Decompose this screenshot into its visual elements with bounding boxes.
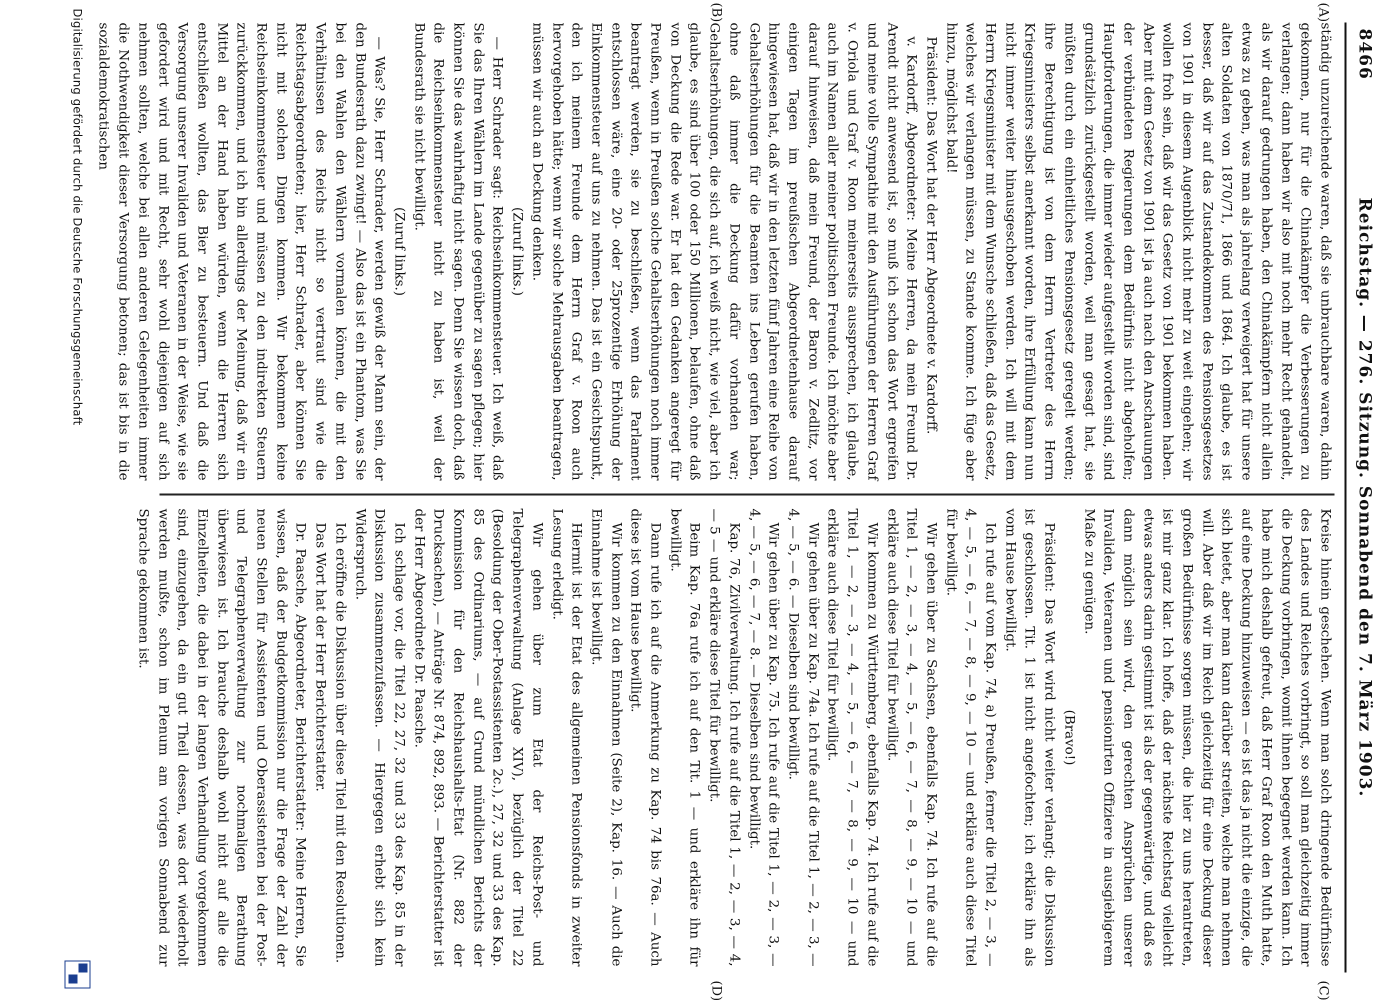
left-column <box>160 23 1335 481</box>
paragraph: Kap. 76, Zivilverwaltung. Ich rufe auf die Titel 1, — 2, — 3, — 4, — 5 — und erkläre diese Titel für bewilligt. <box>704 509 743 967</box>
paragraph: Präsident: Das Wort wird nicht weiter verlangt; die Diskussion ist geschlossen. Tit. 1 ist nicht angefochten; ich erkläre ihn als vom Hause bewilligt. <box>1000 509 1059 967</box>
header-rule <box>1345 23 1347 973</box>
margin-mark-b: (B) <box>709 3 724 23</box>
document-page <box>149 23 1379 973</box>
interjection: (Zuruf links.) <box>507 23 527 481</box>
page-header <box>1349 23 1379 973</box>
interjection: (Bravo!) <box>1059 509 1079 967</box>
paragraph: Wir kommen zu den Einnahmen (Seite 2), Kap. 16. — Auch die Einnahme ist bewilligt. <box>586 509 625 967</box>
paragraph: Wir gehen über zum Etat der Reichs-Post- und Telegraphenverwaltung (Anlage XIV), bezüglich der Titel 22 (Besoldung der Ober-Postassistenten 2c.), 27, 32 und 33 des Kap. 85 des Ordinariums, — auf Grund mündlichen Berichts der Kommission für den Reichshaushalts-Etat (Nr. 882 der Drucksachen), — Anträge Nr. 874, 892, 893. — Berichterstatter ist der Herr Abgeordnete Dr. Paasche. <box>408 509 546 967</box>
paragraph: Hiermit ist der Etat des allgemeinen Pensionsfonds in zweiter Lesung erledigt. <box>546 509 585 967</box>
column-divider <box>160 494 1335 496</box>
paragraph: Wir gehen über zu Sachsen, ebenfalls Kap. 74. Ich rufe auf die Titel 1, — 2, — 3, — 4, — 5, — 6, — 7, — 8, — 9, — 10 — und erkläre auch diese Titel für bewilligt. <box>881 509 940 967</box>
paragraph: Wir kommen zu Württemberg, ebenfalls Kap. 74. Ich rufe auf die Titel 1, — 2, — 3, — 4, — 5, — 6, — 7, — 8, — 9, — 10 — und erkläre auch diese Titel für bewilligt. <box>822 509 881 967</box>
right-column <box>160 509 1335 967</box>
rotated-page <box>0 1 1397 1001</box>
margin-mark-c: (C) <box>1316 981 1331 1001</box>
page-number: 8466 <box>1355 29 1375 80</box>
margin-mark-a: (A) <box>1316 3 1331 23</box>
digitization-footer <box>57 1 97 1001</box>
paragraph: Wir gehen über zu Kap. 74a. Ich rufe auf die Titel 1, — 2, — 3, — 4, — 5, — 6. — Dieselben sind bewilligt. <box>783 509 822 967</box>
paragraph: Ich eröffne die Diskussion über diese Titel mit den Resolutionen. <box>330 509 350 967</box>
margin-mark-d: (D) <box>709 981 724 1001</box>
paragraph: Ich schlage vor, die Titel 22, 27, 32 und 33 des Kap. 85 in der Diskussion zusammenzufassen. — Hiergegen erhebt sich kein Widerspruch. <box>349 509 408 967</box>
paragraph: Das Wort hat der Herr Berichterstatter. <box>310 509 330 967</box>
dfg-logo-icon <box>65 961 91 989</box>
page-title: Reichstag. — 276. Sitzung. Sonnabend den 7. März 1903. <box>1355 23 1375 973</box>
paragraph: Dr. Paasche, Abgeordneter, Berichterstatter: Meine Herren, Sie wissen, daß der Budgetkommission nur die Frage der Zahl der neuen Stellen für Assistenten und Oberassistenten bei der Post- und Telegraphenverwaltung zur nochmaligen Berathung überwiesen ist. Ich brauche deshalb wohl nicht auf alle die Einzelheiten, die dabei in der langen Verhandlung vorgekommen sind, einzugehen, da ein gut Theil dessen, was dort wiederholt werden mußte, schon im Plenum am vorigen Sonnabend zur Sprache gekommen ist. <box>133 509 310 967</box>
paragraph: ständig unzureichende waren, daß sie unbrauchbare waren, dahin gekommen, nur für die Chinakämpfer die Verbesserungen zu verlangen; dann haben wir also mit noch mehr Recht gehandelt, als wir darauf gedrungen haben, den Chinakämpfern nicht allein etwas zu geben, was man als jahrelang verweigert hat für unsere alten Soldaten von 1870/71, 1866 und 1864. Ich glaube, es ist besser, daß wir auf das Zustandekommen des Pensionsgesetzes von 1901 in diesem Augenblick nicht mehr zu weit eingehen; wir wollen froh sein, daß wir das Gesetz von 1901 bekommen haben. Aber mit dem Gesetz von 1901 ist ja auch nach den Anschauungen der verbündeten Regierungen dem Bedürfnis nicht abgeholfen; Hauptforderungen, die immer wieder aufgestellt worden sind, sind grundsätzlich zurückgestellt worden, weil man gesagt hat, sie müßten durch ein einheitliches Pensionsgesetz geregelt werden; ihre Berechtigung ist von dem Herrn Vertreter des Herrn Kriegsministers selbst anerkannt worden, ihre Erfüllung kann nun nicht immer weiter hinausgeschoben werden. Ich will mit dem Herrn Kriegsminister mit dem Wunsche schließen, daß das Gesetz, welches wir verlangen müssen, zu Stande komme. Ich füge aber hinzu, möglichst bald! <box>940 23 1334 481</box>
paragraph: Wir gehen über zu Kap. 75. Ich rufe auf die Titel 1, — 2, — 3, — 4, — 5, — 6, — 7, — 8. — Dieselben sind bewilligt. <box>743 509 782 967</box>
paragraph: Präsident: Das Wort hat der Herr Abgeordnete v. Kardorff. <box>921 23 941 481</box>
paragraph: Ich rufe auf vom Kap. 74, a) Preußen, ferner die Titel 2, — 3, — 4, — 5, — 6, — 7, — 8, — 9, — 10 — und erkläre auch diese Titel für bewilligt. <box>940 509 999 967</box>
interjection: (Zuruf links.) <box>389 23 409 481</box>
paragraph: — Herr Schrader sagt: Reichseinkommensteuer. Ich weiß, daß Sie das Ihren Wählern im Lande gegenüber zu sagen pflegen; hier können Sie das wahrhaftig nicht sagen. Denn Sie wissen doch, daß die Reichseinkommensteuer nicht zu haben ist, weil der Bundesrath sie nicht bewilligt. <box>408 23 507 481</box>
paragraph: v. Kardorff, Abgeordneter: Meine Herren, da mein Freund Dr. Arendt nicht anwesend ist, so muß ich schon das Wort ergreifen und meine volle Sympathie mit den Ausführungen der Herren Graf v. Oriola und Graf v. Roon meinerseits aussprechen, ich glaube, auch im Namen aller meiner politischen Freunde. Ich möchte aber darauf hinweisen, daß mein Freund, der Baron v. Zedlitz, vor einigen Tagen im preußischen Abgeordnetenhause darauf hingewiesen hat, daß wir in den letzten fünf Jahren eine Reihe von Gehaltserhöhungen für die Beamten ins Leben gerufen haben, ohne daß immer die Deckung dafür vorhanden war; Gehaltserhöhungen, die sich auf, ich weiß nicht, wie viel, aber ich glaube, es sind über 100 oder 150 Millionen, belaufen, ohne daß von Deckung die Rede war. Er hat den Gedanken angeregt für Preußen, wenn in Preußen solche Gehaltserhöhungen noch immer beantragt werden, sie zu beschließen, wenn das Parlament entschlossen wäre, eine 20- oder 25prozentige Erhöhung der Einkommensteuer auf uns zu nehmen. Das ist ein Gesichtspunkt, den ich meinem Freunde dem Herrn Graf v. Roon auch hervorgehoben hätte; wenn wir solche Mehrausgaben beantragen, müssen wir auch an Deckung denken. <box>527 23 921 481</box>
funding-note: Digitalisierung gefördert durch die Deutsche Forschungsgemeinschaft <box>71 9 85 426</box>
paragraph: Dann rufe ich auf die Anmerkung zu Kap. 74 bis 76a. — Auch diese ist vom Hause bewilligt. <box>625 509 664 967</box>
paragraph: — Was? Sie, Herr Schrader, werden gewiß der Mann sein, der den Bundesrath dazu zwingt! — Also das ist ein Phantom, was Sie bei den Wahlen den Wählern vormalen können, die mit den Verhältnissen des Reichs nicht so vertraut sind wie die Reichstagsabgeordneten; hier, Herr Schrader, aber können Sie nicht mit solchen Dingen kommen. Wir bekommen keine Reichseinkommensteuer und müssen zu den indirekten Steuern zurückkommen, und ich bin allerdings der Meinung, daß wir ein Mittel an der Hand haben würden, wenn die Herren sich entschließen wollten, das Bier zu besteuern. Und daß die Versorgung unserer Invaliden und Veteranen in der Weise, wie sie gefordert wird und mit Recht, sehr wohl diejenigen auf sich nehmen sollten, welche bei allen anderen Gelegenheiten immer die Nothwendigkeit dieser Versorgung betonen; das ist bis in die sozialdemokratischen <box>93 23 389 481</box>
paragraph: Kreise hinein geschehen. Wenn man solch dringende Bedürfnisse des Landes und Reiches vorbringt, so soll man gleichzeitig immer die Deckung vorbringen, womit ihnen begegnet werden kann. Ich habe mich deshalb gefreut, daß Herr Graf Roon den Muth hatte, auf eine Deckung hinzuweisen — es ist das ja nicht die einzige, die sich bietet, aber man kann darüber streiten, welche man nehmen will. Aber daß wir im Reich gleichzeitig für eine Deckung dieser großen Bedürfnisse sorgen müssen, die hier zu uns herantreten, ist mir ganz klar. Ich hoffe, daß der nächste Reichstag vielleicht etwas anders darin gestimmt ist als der gegenwärtige, und daß es dann möglich sein wird, den gerechten Ansprüchen unserer Invaliden, Veteranen und pensionirten Offiziere in ausgiebigerem Maße zu genügen. <box>1078 509 1334 967</box>
paragraph: Beim Kap. 76a rufe ich auf den Tit. 1 — und erkläre ihn für bewilligt. <box>665 509 704 967</box>
